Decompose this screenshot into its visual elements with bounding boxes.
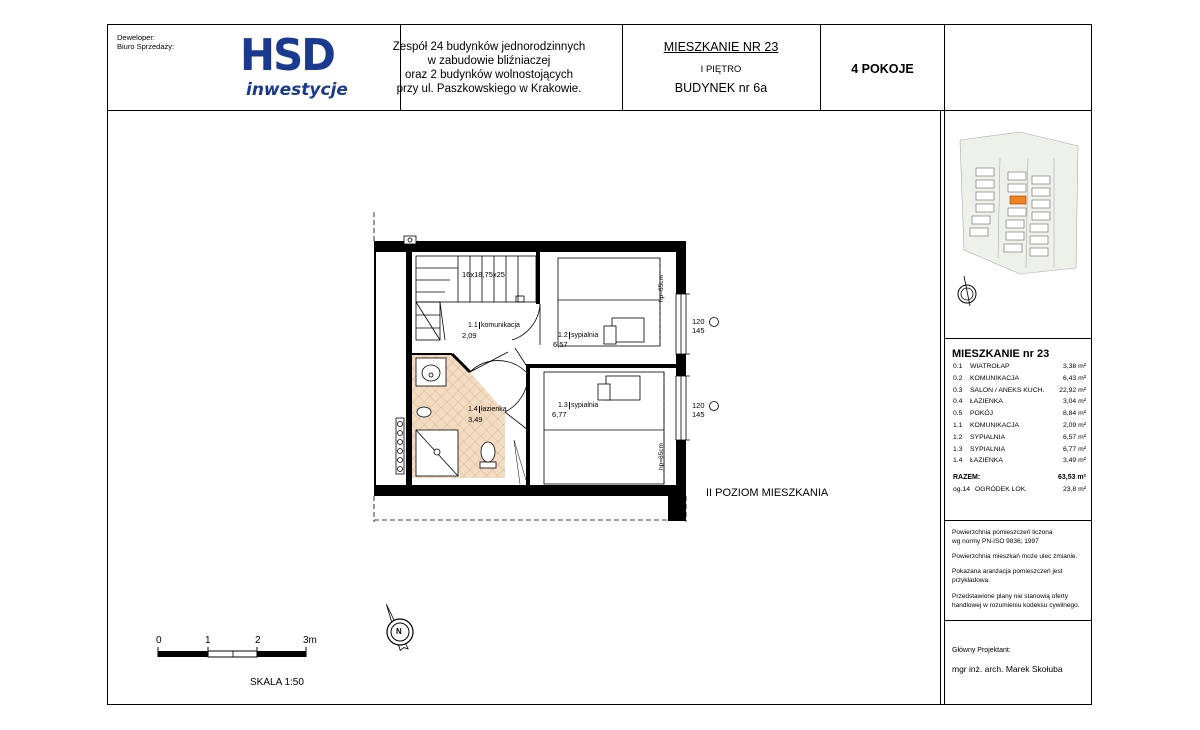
- window1-height: 145: [692, 326, 705, 335]
- headroom-bottom: hp=65cm: [658, 443, 665, 470]
- summary-row-no: 0.5: [953, 410, 963, 418]
- summary-row-label: KOMUNIKACJA: [970, 374, 1020, 382]
- floor-plan: [360, 200, 740, 530]
- summary-row-no: 0.4: [953, 398, 963, 406]
- summary-row-area: 6,57 m²: [1062, 433, 1086, 441]
- summary-row-label: WIATROŁAP: [970, 363, 1010, 370]
- summary-row: [953, 457, 1086, 468]
- summary-row-label: POKÓJ: [970, 410, 994, 418]
- sidebar-divider-thin: [940, 110, 941, 705]
- summary-row: [953, 422, 1086, 433]
- sales-office-label: Biuro Sprzedaży:: [117, 42, 175, 51]
- summary-row: [953, 410, 1086, 421]
- summary-garden-label: OGRÓDEK LOK.: [975, 486, 1028, 493]
- summary-row-no: 1.4: [953, 457, 963, 465]
- summary-row: [953, 434, 1086, 445]
- summary-row-no: 0.2: [953, 374, 963, 382]
- summary-row-no: 1.3: [953, 445, 963, 453]
- logo-sub: inwestycje: [246, 80, 348, 100]
- scale-tick-2: 2: [255, 635, 261, 646]
- sidebar-divider: [944, 110, 945, 705]
- header-col-divider: [944, 24, 945, 110]
- room-1-4-area: 3,49: [468, 415, 483, 424]
- summary-row: [953, 387, 1086, 398]
- summary-row-label: KOMUNIKACJA: [970, 422, 1020, 429]
- window2-width: 120: [692, 401, 705, 410]
- scale-bar: [150, 645, 315, 661]
- sidebar-row-divider: [944, 520, 1092, 521]
- summary-row-area: 3,49 m²: [1062, 457, 1086, 465]
- scale-tick-1: 1: [205, 635, 211, 646]
- summary-row: [953, 363, 1086, 374]
- note-3a: Pokazana aranżacja pomieszczeń jest: [952, 568, 1063, 575]
- site-plan-thumbnail: [950, 128, 1085, 308]
- developer-label: Deweloper:: [117, 33, 155, 42]
- summary-row-area: 22,92 m²: [1059, 386, 1086, 394]
- note-4b: handlowej w rozumieniu kodeksu cywilnego.: [952, 602, 1080, 609]
- apartment-title: MIESZKANIE NR 23: [663, 40, 779, 54]
- sidebar-row-divider: [944, 620, 1092, 621]
- summary-total-label: RAZEM:: [953, 474, 981, 481]
- note-1b: wg normy PN-ISO 9836; 1997: [952, 538, 1039, 545]
- designer-name: mgr inż. arch. Marek Skołuba: [952, 664, 1063, 674]
- project-line-1: Zespół 24 budynków jednorodzinnych: [392, 41, 586, 53]
- designer-label: Główny Projektant:: [952, 647, 1011, 654]
- building-label: BUDYNEK nr 6a: [674, 81, 768, 95]
- summary-row-label: ŁAZIENKA: [970, 457, 1003, 465]
- room-1-2-name: sypialnia: [571, 332, 599, 339]
- summary-row: [953, 446, 1086, 457]
- summary-row: [953, 398, 1086, 409]
- window2-height: 145: [692, 410, 705, 419]
- level-label: II POZIOM MIESZKANIA: [706, 487, 829, 499]
- summary-row-label: SYPIALNIA: [970, 445, 1006, 453]
- project-line-3: oraz 2 budynków wolnostojących: [404, 69, 574, 81]
- stairs-label: 16x18,75x25: [462, 270, 505, 279]
- window1-width: 120: [692, 317, 705, 326]
- note-2: Powierzchnia mieszkań może ulec zmianie.: [952, 553, 1078, 560]
- compass-label: N: [396, 627, 402, 636]
- summary-title: MIESZKANIE nr 23: [952, 348, 1050, 360]
- rooms-count: 4 POKOJE: [851, 62, 914, 76]
- summary-garden-row: [953, 486, 1086, 497]
- room-1-1-id: 1.1: [468, 322, 478, 329]
- summary-row: [953, 375, 1086, 386]
- summary-row-label: SALON / ANEKS KUCH.: [970, 386, 1045, 394]
- summary-row-area: 6,77 m²: [1062, 445, 1086, 453]
- logo-main: HSD: [240, 30, 335, 81]
- summary-total-value: 63,53 m²: [1057, 474, 1086, 481]
- summary-row-area: 6,43 m²: [1062, 374, 1086, 382]
- project-line-4: przy ul. Paszkowskiego w Krakowie.: [396, 83, 582, 95]
- summary-row-label: SYPIALNIA: [970, 433, 1006, 441]
- summary-row-no: 1.2: [953, 433, 963, 441]
- project-line-2: w zabudowie bliźniaczej: [427, 55, 551, 67]
- note-3b: przykładowa.: [952, 577, 990, 584]
- room-1-2-area: 6,57: [553, 340, 568, 349]
- summary-row-no: 0.3: [953, 386, 963, 394]
- note-1a: Powierzchnia pomieszczeń liczona: [952, 529, 1053, 536]
- room-1-1-name: komunikacja: [481, 322, 520, 329]
- summary-row-area: 3,38 m²: [1062, 363, 1086, 370]
- summary-row-no: 0.1: [953, 363, 963, 370]
- headroom-top: hp=65cm: [658, 275, 665, 302]
- scale-label: SKALA 1:50: [250, 677, 304, 688]
- scale-tick-0: 0: [156, 635, 162, 646]
- summary-row-area: 8,84 m²: [1062, 410, 1086, 418]
- summary-row-no: 1.1: [953, 422, 963, 429]
- summary-total-row: [953, 474, 1086, 485]
- room-1-1-area: 2,09: [462, 331, 477, 340]
- summary-garden-no: og.14: [953, 486, 971, 493]
- room-1-4-id: 1.4: [468, 406, 478, 413]
- floor-label: I PIĘTRO: [700, 64, 742, 75]
- room-1-3-id: 1.3: [558, 402, 568, 409]
- room-1-3-name: sypialnia: [571, 402, 599, 409]
- summary-row-label: ŁAZIENKA: [970, 398, 1003, 406]
- note-4a: Przedstawione plany nie stanowią oferty: [952, 593, 1068, 600]
- summary-garden-value: 23,8 m²: [1062, 486, 1086, 493]
- room-1-4-name: łazienka: [481, 406, 507, 413]
- summary-row-area: 2,09 m²: [1062, 422, 1086, 429]
- summary-row-area: 3,04 m²: [1062, 398, 1086, 406]
- room-1-2-id: 1.2: [558, 332, 568, 339]
- room-1-3-area: 6,77: [552, 410, 567, 419]
- sidebar-row-divider: [944, 338, 1092, 339]
- scale-tick-3: 3m: [303, 635, 317, 646]
